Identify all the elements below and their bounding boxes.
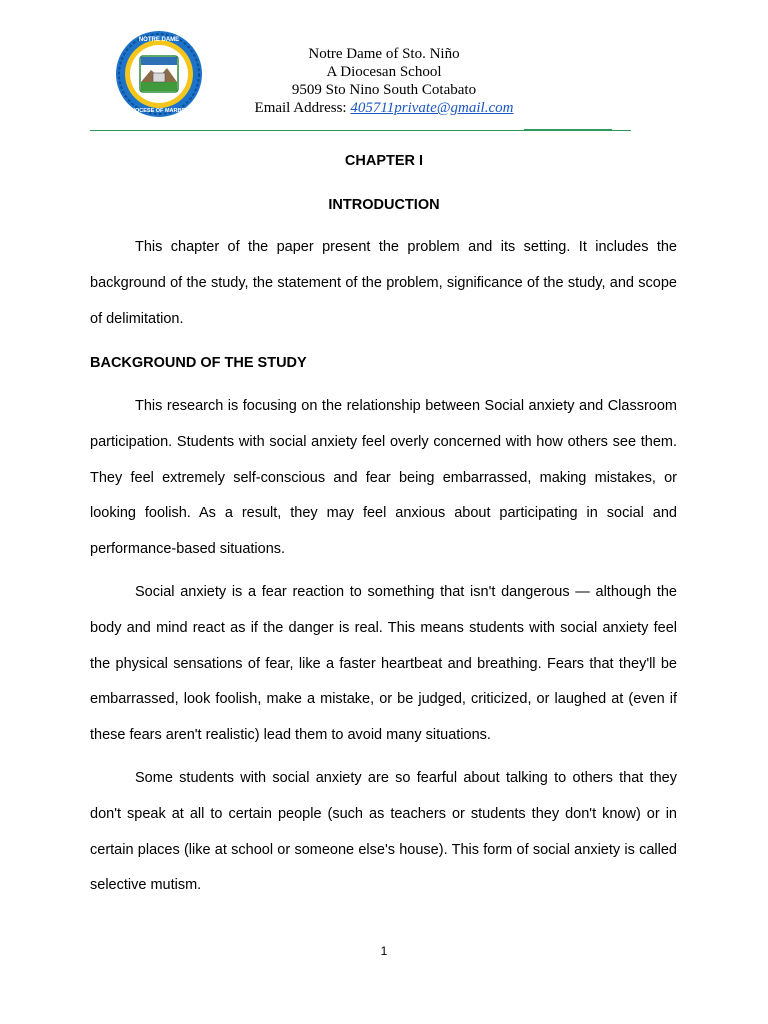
school-address: 9509 Sto Nino South Cotabato (291, 82, 477, 98)
body-paragraph-3: Some students with social anxiety are so fearful about talking to others that they don't speak at all to certain people (such as teachers or students they don't know) or in certain places (like at school or someone else's house). This form of social anxiety is called selective mutism. (90, 770, 677, 894)
email-line (0, 99, 768, 117)
svg-text:DIOCESE OF MARBEL: DIOCESE OF MARBEL (129, 108, 189, 114)
chapter-heading: CHAPTER I (344, 153, 424, 169)
body-paragraph-1: This research is focusing on the relationship between Social anxiety and Classroom participation. Students with social anxiety feel overly concerned with how others see them. They feel extremely self-conscious and fear being embarrassed, making mistakes, or looking foolish. As a result, they may feel anxious about participating in social and performance-based situations. (90, 398, 677, 558)
email-link[interactable]: 405711private@gmail.com (350, 100, 514, 116)
header-divider-accent (524, 129, 612, 131)
email-label: Email Address: (254, 100, 351, 116)
letterhead (0, 45, 768, 117)
body-paragraph-2: Social anxiety is a fear reaction to something that isn't dangerous — although the body and mind react as if the danger is real. This means students with social anxiety feel the physical sensations of fear, like a faster heartbeat and breathing. Fears that they'll be embarrassed, look foolish, make a mistake, or be judged, criticized, or laughed at (even if these fears aren't realistic) lead them to avoid many situations. (90, 584, 677, 744)
school-name: Notre Dame of Sto. Niño (308, 46, 460, 62)
svg-text:NOTRE DAME: NOTRE DAME (138, 37, 180, 43)
intro-paragraph: This chapter of the paper present the problem and its setting. It includes the background of the study, the statement of the problem, significance of the study, and scope of delimitation. (90, 239, 677, 327)
chapter-title: INTRODUCTION (328, 197, 440, 213)
section-heading: BACKGROUND OF THE STUDY (90, 355, 307, 371)
school-type: A Diocesan School (326, 64, 442, 80)
page-number: 1 (380, 944, 388, 958)
